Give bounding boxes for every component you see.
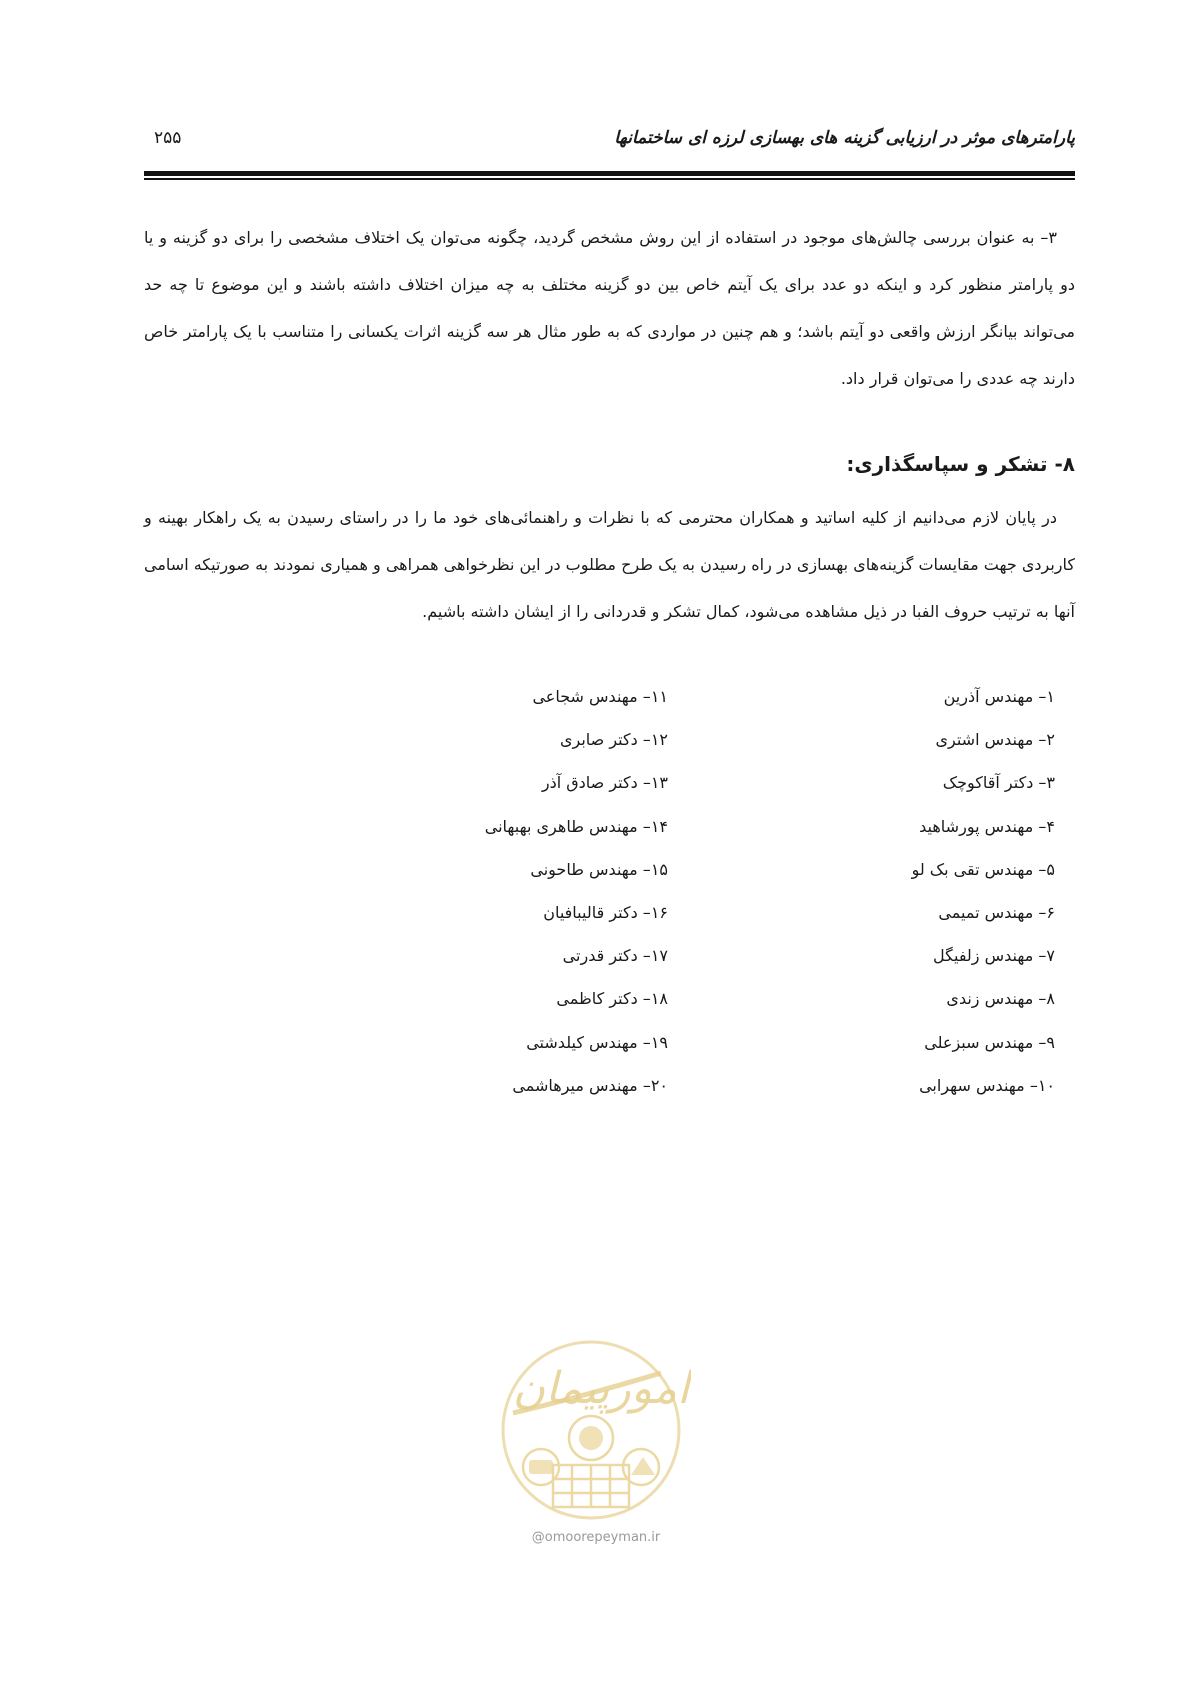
watermark-logo-icon	[491, 1335, 691, 1525]
list-item: ۶– مهندس تمیمی	[938, 902, 1055, 922]
page-number: ۲۵۵	[154, 128, 182, 148]
running-header	[144, 128, 1075, 158]
acknowledgement-list-right	[912, 675, 1055, 1107]
at-sign-icon: @	[531, 1530, 545, 1545]
running-title: پارامترهای موثر در ارزیابی گزینه های بهسازی لرزه ای ساختمانها	[614, 128, 1075, 148]
list-item: ۱– مهندس آذرین	[943, 687, 1055, 706]
list-item: ۱۰– مهندس سهرابی	[919, 1075, 1055, 1095]
list-item: ۹– مهندس سبزعلی	[924, 1032, 1055, 1052]
list-item: ۱۴– مهندس طاهری بهبهانی	[484, 816, 668, 836]
list-item: ۲۰– مهندس میرهاشمی	[512, 1075, 668, 1095]
paragraph-challenges	[144, 214, 1075, 402]
list-item: ۱۸– دکتر کاظمی	[556, 989, 668, 1009]
list-item: ۵– مهندس تقی بک لو	[911, 859, 1055, 879]
list-item: ۲– مهندس اشتری	[935, 730, 1055, 750]
list-item: ۱۷– دکتر قدرتی	[562, 946, 668, 966]
watermark-url: @omoorepeyman.ir	[531, 1530, 661, 1545]
header-rule-thick	[144, 171, 1075, 176]
list-item: ۱۱– مهندس شجاعی	[532, 687, 668, 706]
list-item: ۱۵– مهندس طاحونی	[530, 859, 668, 879]
list-item: ۷– مهندس زلفیگل	[933, 946, 1055, 966]
list-item: ۱۲– دکتر صابری	[559, 730, 668, 750]
paragraph-acknowledgement	[144, 494, 1075, 635]
list-item: ۱۳– دکتر صادق آذر	[541, 773, 668, 793]
section-heading: ۸- تشکر و سپاسگذاری:	[846, 452, 1075, 476]
watermark-logo-text: امورپیمان	[512, 1363, 690, 1414]
header-rule-thin	[144, 178, 1075, 180]
list-item: ۳– دکتر آقاکوچک	[942, 773, 1055, 793]
acknowledgement-list-left	[485, 675, 668, 1107]
list-item: ۸– مهندس زندی	[946, 989, 1055, 1009]
paragraph-2-text: در پایان لازم می‌دانیم از کلیه اساتید و همکاران محترمی که با نظرات و راهنمائی‌های خود ما را در راستای رسیدن به یک راهکار بهینه و کاربردی جهت مقایسات گزینه‌های بهسازی در راه رسیدن به یک طرح مطلوب در این نظرخواهی همراهی و همیاری نمودند به صورتیکه اسامی آنها به ترتیب حروف الفبا در ذیل مشاهده می‌شود، کمال تشکر و قدردانی را از ایشان داشته باشیم.	[144, 508, 1075, 621]
list-item: ۱۶– دکتر قالیبافیان	[543, 902, 668, 922]
list-item: ۱۹– مهندس کیلدشتی	[526, 1032, 668, 1052]
paragraph-1-text: ۳– به عنوان بررسی چالش‌های موجود در استفاده از این روش مشخص گردید، چگونه می‌توان یک اختلاف مشخصی را برای دو گزینه و یا دو پارامتر منظور کرد و اینکه دو عدد برای یک آیتم خاص بین دو گزینه مختلف به چه میزان اختلاف داشته باشند و این موضوع تا چه حد می‌تواند بیانگر ارزش واقعی دو آیتم باشد؛ و هم چنین در مواردی که به طور مثال هر سه گزینه اثرات یکسانی را متناسب با یک پارامتر خاص دارند چه عددی را می‌توان قرار داد.	[144, 228, 1075, 388]
list-item: ۴– مهندس پورشاهید	[919, 816, 1055, 836]
